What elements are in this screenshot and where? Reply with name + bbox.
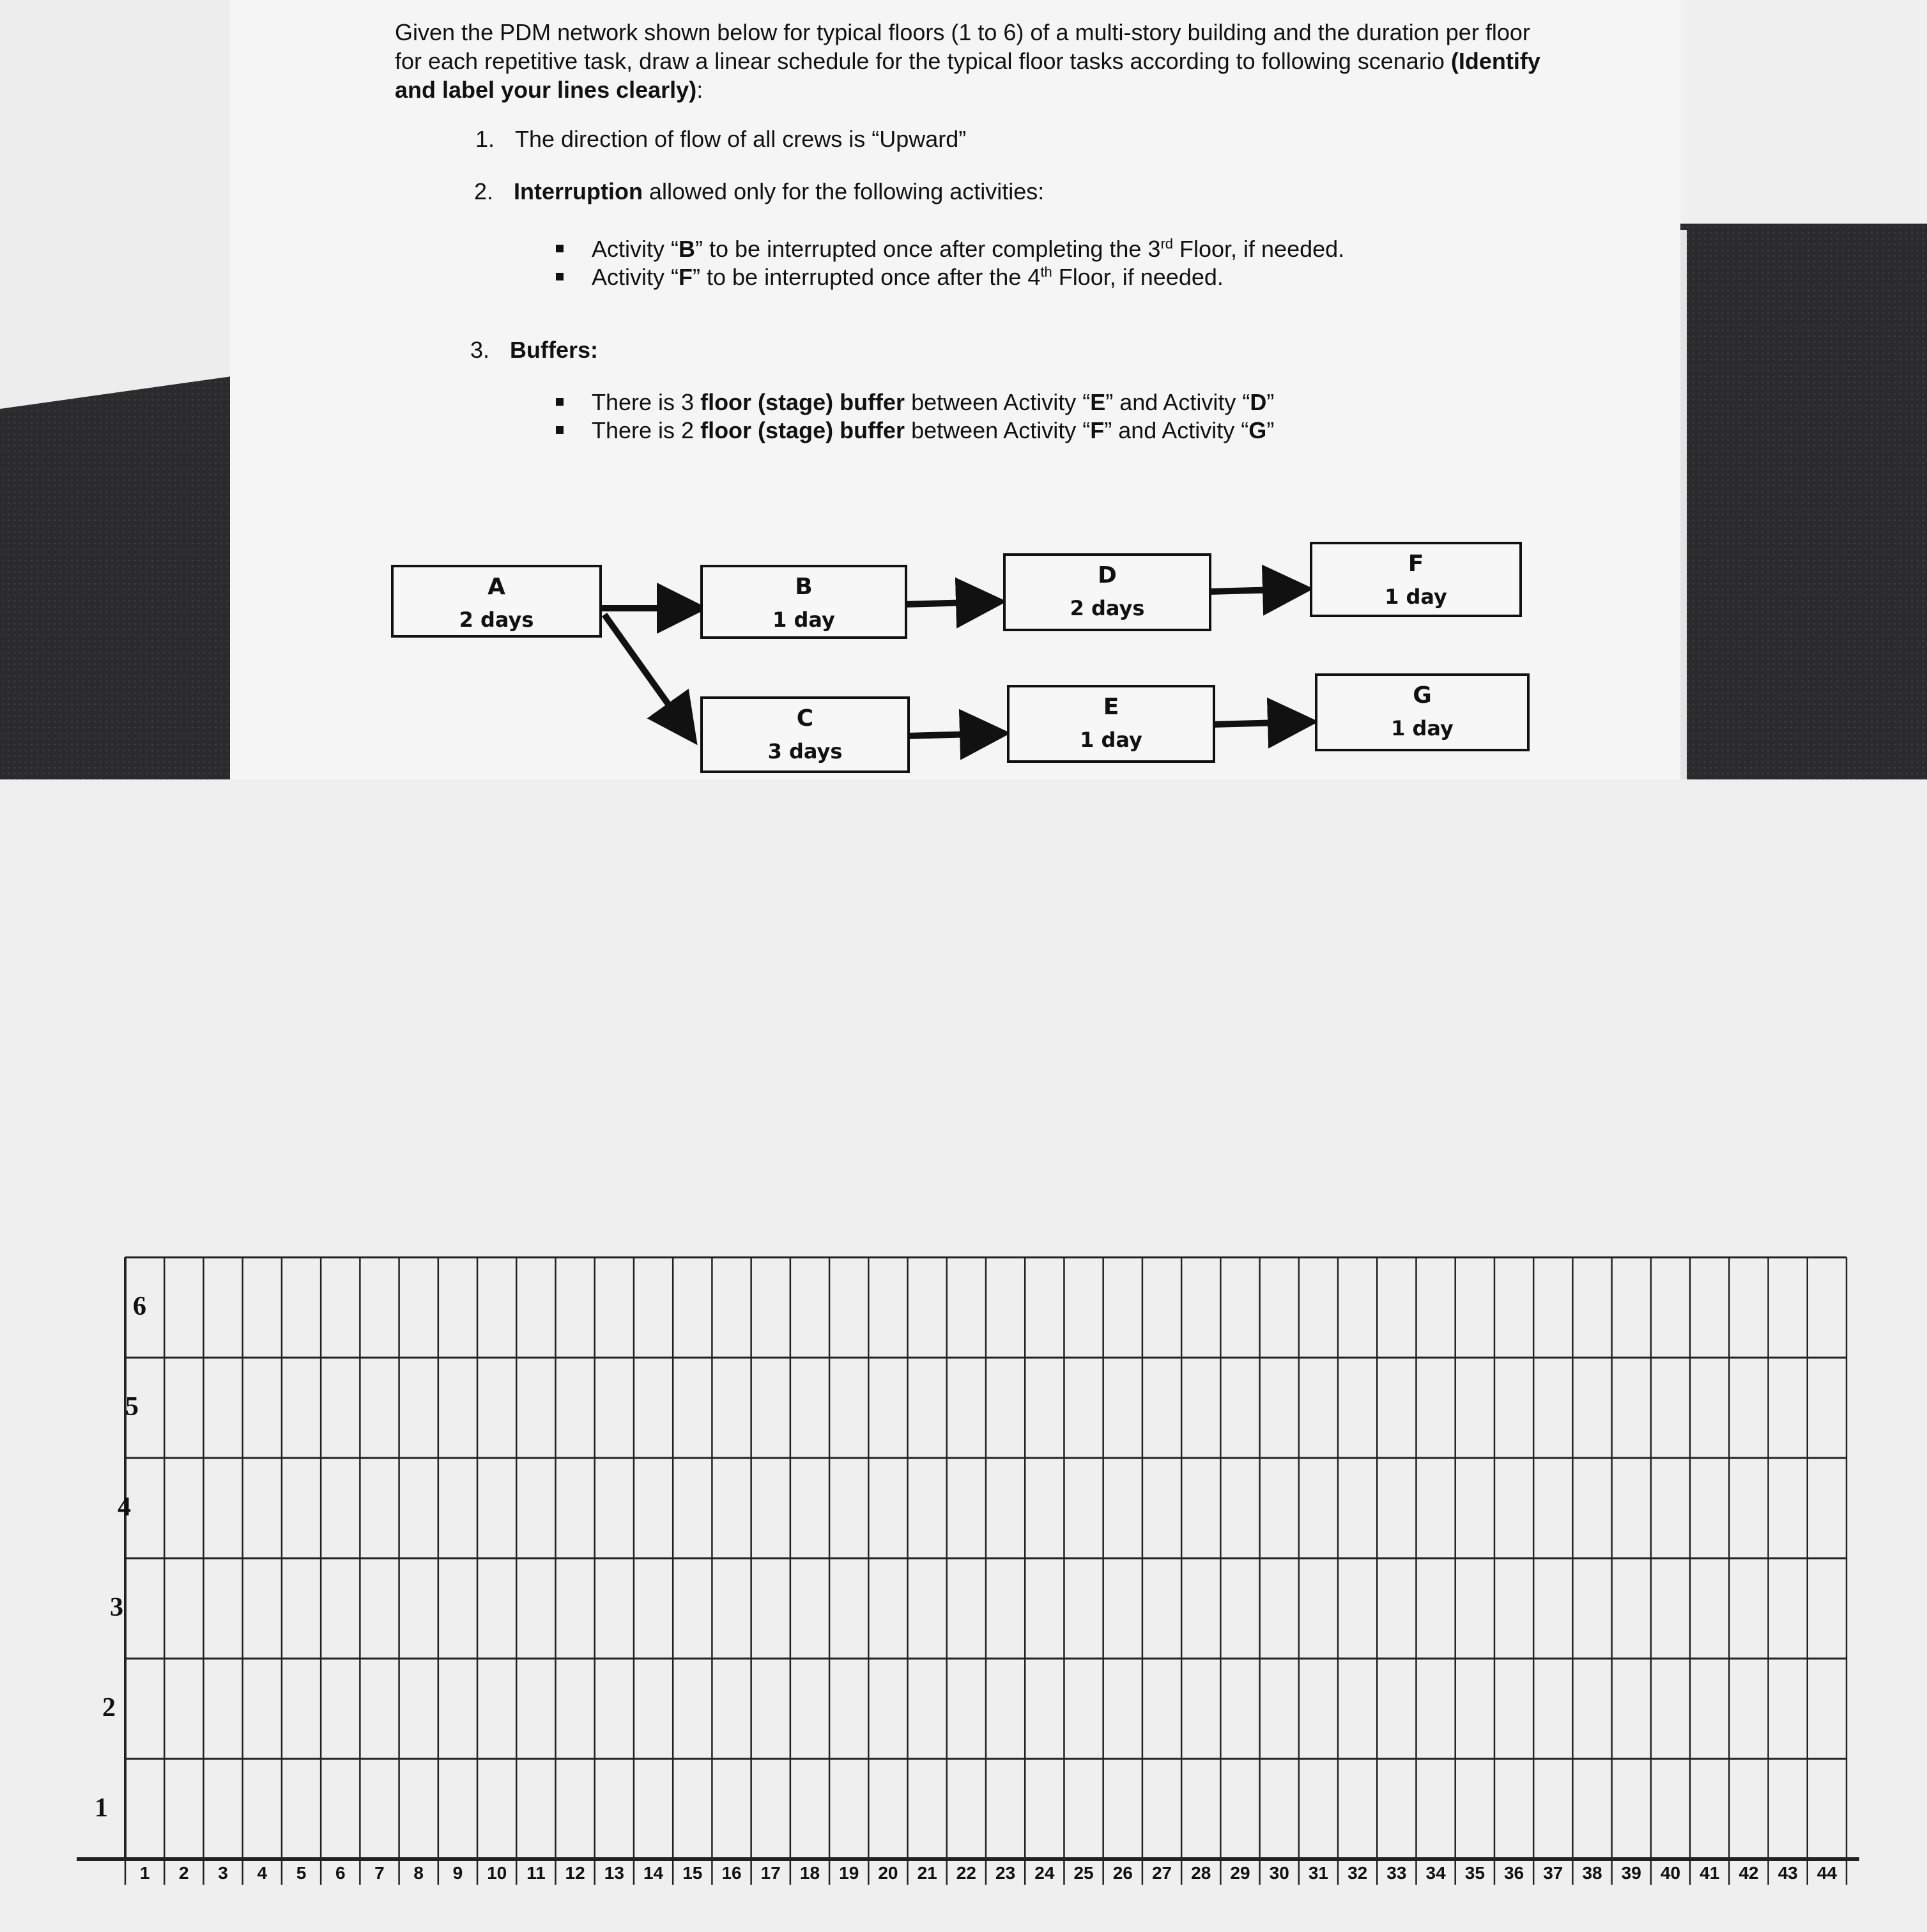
- day-label: 34: [1425, 1863, 1446, 1883]
- day-label: 43: [1777, 1863, 1798, 1883]
- day-label: 30: [1269, 1863, 1289, 1883]
- interruption-b: Activity “B” to be interrupted once after completing the 3rd Floor, if needed.: [556, 230, 1344, 263]
- item-2: 2. Interruption allowed only for the following activities:: [474, 178, 1045, 204]
- activity-g: G 1 day: [1315, 673, 1530, 751]
- day-label: 7: [374, 1863, 385, 1883]
- day-label: 38: [1582, 1863, 1602, 1883]
- buffer-e-d: There is 3 floor (stage) buffer between Activity “E” and Activity “D”: [556, 388, 1274, 417]
- day-label: 44: [1816, 1863, 1837, 1883]
- day-label: 4: [257, 1863, 268, 1883]
- day-label: 29: [1230, 1863, 1250, 1883]
- day-label: 31: [1308, 1863, 1328, 1883]
- day-label: 14: [643, 1863, 664, 1883]
- day-label: 8: [413, 1863, 424, 1883]
- buffer-f-g: There is 2 floor (stage) buffer between Activity “F” and Activity “G”: [556, 417, 1274, 445]
- day-label: 26: [1112, 1863, 1133, 1883]
- day-label: 15: [682, 1863, 703, 1883]
- item-3: 3. Buffers:: [470, 337, 599, 363]
- day-label: 2: [179, 1863, 189, 1883]
- day-label: 28: [1191, 1863, 1211, 1883]
- floor-label: 4: [118, 1492, 131, 1522]
- activity-a: A 2 days: [391, 565, 602, 638]
- item-1: 1. The direction of flow of all crews is “Upward”: [475, 126, 967, 152]
- interruption-f: Activity “F” to be interrupted once after the 4th Floor, if needed.: [556, 258, 1224, 291]
- day-label: 40: [1660, 1863, 1681, 1883]
- question-intro: Given the PDM network shown below for typical floors (1 to 6) of a multi-story building and the duration per floor for each repetitive task, draw a linear schedule for the typical floor tasks according to following scenario (Identify and label your lines clearly):: [395, 19, 1540, 103]
- day-label: 21: [917, 1863, 937, 1883]
- day-label: 16: [721, 1863, 742, 1883]
- day-label: 12: [565, 1863, 585, 1883]
- floor-label: 5: [125, 1392, 139, 1422]
- day-label: 35: [1464, 1863, 1485, 1883]
- day-label: 24: [1034, 1863, 1055, 1883]
- day-label: 37: [1543, 1863, 1563, 1883]
- day-label: 13: [604, 1863, 624, 1883]
- day-label: 3: [218, 1863, 228, 1883]
- day-label: 18: [799, 1863, 820, 1883]
- floor-label: 6: [133, 1291, 146, 1321]
- day-label: 6: [335, 1863, 346, 1883]
- day-label: 22: [956, 1863, 976, 1883]
- activity-c: C 3 days: [700, 696, 910, 773]
- day-label: 25: [1073, 1863, 1094, 1883]
- day-label: 27: [1151, 1863, 1172, 1883]
- floor-label: 1: [95, 1793, 108, 1823]
- day-label: 39: [1621, 1863, 1641, 1883]
- floor-label: 2: [102, 1692, 116, 1722]
- day-label: 41: [1700, 1863, 1720, 1883]
- activity-f: F 1 day: [1310, 542, 1522, 617]
- day-label: 32: [1347, 1863, 1368, 1883]
- activity-e: E 1 day: [1007, 685, 1215, 763]
- activity-d: D 2 days: [1003, 553, 1211, 631]
- day-label: 17: [760, 1863, 781, 1883]
- floor-label: 3: [110, 1592, 123, 1622]
- activity-b: B 1 day: [700, 565, 907, 639]
- day-label: 1: [139, 1863, 150, 1883]
- day-label: 20: [878, 1863, 898, 1883]
- day-label: 5: [296, 1863, 307, 1883]
- day-label: 9: [452, 1863, 463, 1883]
- day-label: 42: [1739, 1863, 1759, 1883]
- day-label: 23: [995, 1863, 1016, 1883]
- day-label: 11: [526, 1863, 546, 1883]
- day-label: 19: [839, 1863, 859, 1883]
- day-label: 10: [487, 1863, 507, 1883]
- day-label: 33: [1386, 1863, 1407, 1883]
- day-label: 36: [1503, 1863, 1524, 1883]
